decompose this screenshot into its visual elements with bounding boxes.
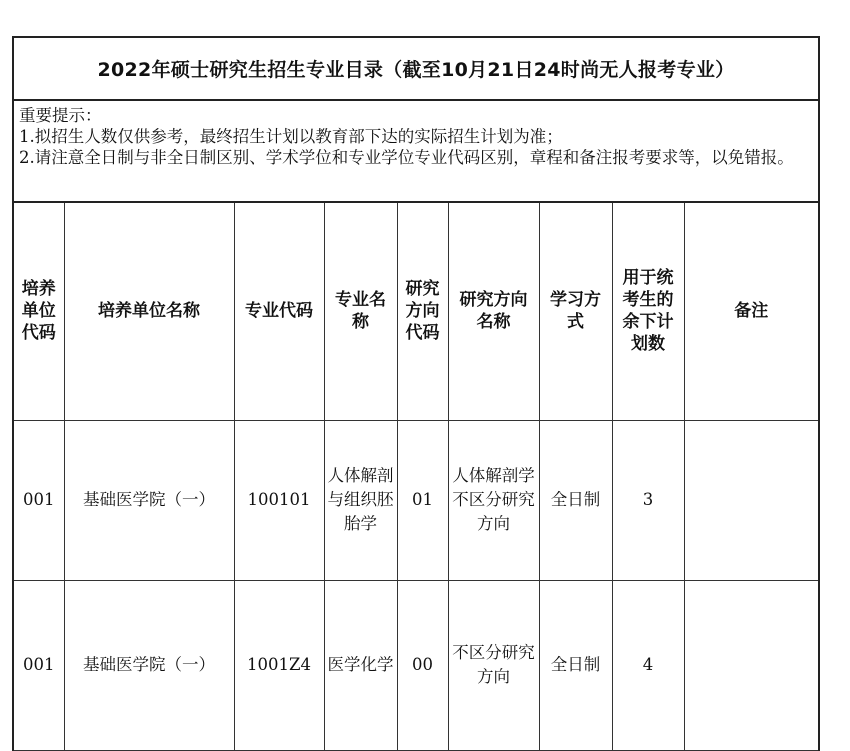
cell-unit-name: 基础医学院（一） [64, 420, 234, 580]
cell-major-code: 1001Z4 [234, 580, 324, 750]
table-row [14, 420, 818, 580]
cell-study-mode: 全日制 [539, 580, 612, 750]
page-title: 2022年硕士研究生招生专业目录（截至10月21日24时尚无人报考专业） [14, 38, 818, 101]
cell-major-name: 医学化学 [324, 580, 397, 750]
notes-line-2: 2.请注意全日制与非全日制区别、学术学位和专业学位专业代码区别，章程和备注报考要求等，以免错报。 [19, 148, 794, 167]
table-header-row [14, 203, 818, 420]
cell-major-name: 人体解剖与组织胚胎学 [324, 420, 397, 580]
cell-unit-name: 基础医学院（一） [64, 580, 234, 750]
cell-unit-code: 001 [14, 580, 64, 750]
notes-heading: 重要提示： [19, 106, 102, 125]
header-major-name: 专业名称 [324, 203, 397, 420]
cell-remaining-quota: 3 [612, 420, 684, 580]
cell-study-mode: 全日制 [539, 420, 612, 580]
header-direction-name: 研究方向名称 [448, 203, 539, 420]
header-unit-name: 培养单位名称 [64, 203, 234, 420]
cell-remarks [684, 580, 818, 750]
header-remaining-quota: 用于统考生的余下计划数 [612, 203, 684, 420]
cell-remaining-quota: 4 [612, 580, 684, 750]
cell-remarks [684, 420, 818, 580]
cell-major-code: 100101 [234, 420, 324, 580]
header-unit-code: 培养单位代码 [14, 203, 64, 420]
notes-block [14, 101, 818, 203]
header-direction-code: 研究方向代码 [397, 203, 448, 420]
cell-direction-code: 01 [397, 420, 448, 580]
cell-unit-code: 001 [14, 420, 64, 580]
catalog-table [14, 203, 818, 751]
cell-direction-name: 不区分研究方向 [448, 580, 539, 750]
header-study-mode: 学习方式 [539, 203, 612, 420]
cell-direction-code: 00 [397, 580, 448, 750]
catalog-sheet [12, 36, 820, 751]
table-row [14, 580, 818, 750]
header-major-code: 专业代码 [234, 203, 324, 420]
cell-direction-name: 人体解剖学不区分研究方向 [448, 420, 539, 580]
header-remarks: 备注 [684, 203, 818, 420]
notes-line-1: 1.拟招生人数仅供参考，最终招生计划以教育部下达的实际招生计划为准； [19, 127, 563, 146]
